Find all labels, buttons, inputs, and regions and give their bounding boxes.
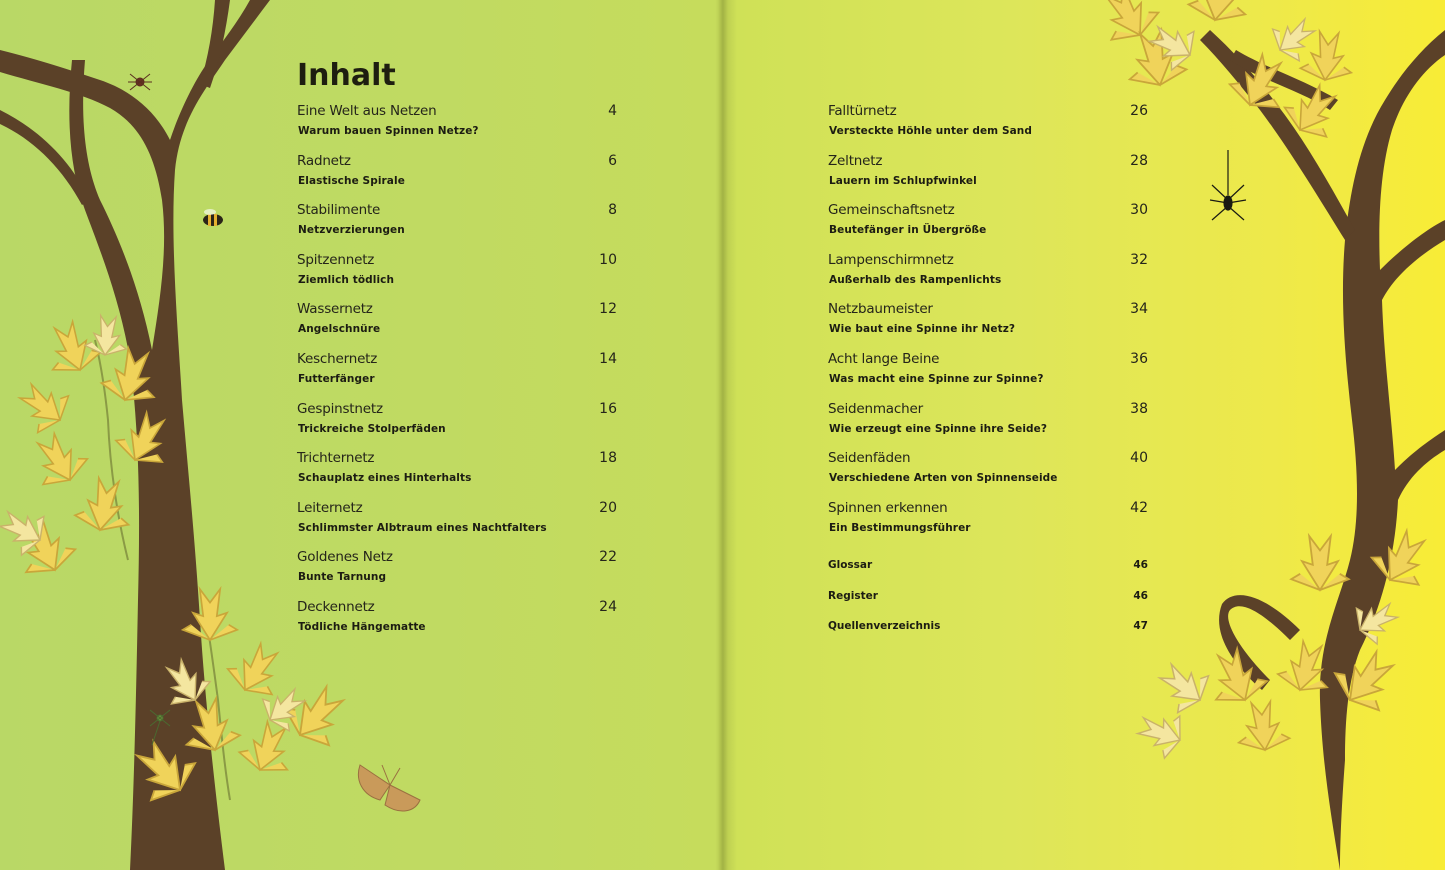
toc-entry[interactable] xyxy=(297,549,617,599)
toc-entry-subtitle: Elastische Spirale xyxy=(298,174,405,187)
toc-appendix-page-number: 46 xyxy=(1133,590,1148,602)
toc-entry-page-number: 36 xyxy=(1130,350,1148,367)
page-title: Inhalt xyxy=(297,58,396,93)
toc-entry[interactable] xyxy=(828,401,1148,451)
toc-entry-subtitle: Wie baut eine Spinne ihr Netz? xyxy=(829,323,1016,336)
toc-entry[interactable] xyxy=(828,103,1148,153)
toc-appendix-title: Quellenverzeichnis xyxy=(828,620,941,632)
spider-hanging xyxy=(1210,150,1246,220)
toc-entry-title: Eine Welt aus Netzen xyxy=(297,103,437,119)
toc-entry-page-number: 38 xyxy=(1130,400,1148,417)
toc-entry-page-number: 22 xyxy=(599,549,617,566)
toc-appendix-page-number: 46 xyxy=(1133,559,1148,571)
toc-entry-page-number: 6 xyxy=(608,152,617,169)
toc-entry[interactable] xyxy=(828,153,1148,203)
toc-entry-subtitle: Futterfänger xyxy=(298,372,375,385)
spider-small-left xyxy=(128,74,152,90)
toc-entry[interactable] xyxy=(828,252,1148,302)
toc-entry-subtitle: Tödliche Hängematte xyxy=(298,620,426,633)
toc-entry-title: Netzbaumeister xyxy=(828,301,933,318)
toc-entry-title: Seidenfäden xyxy=(828,450,911,467)
toc-entry-title: Zeltnetz xyxy=(828,152,883,169)
toc-entry-subtitle: Ein Bestimmungsführer xyxy=(829,521,971,534)
toc-entry-title: Goldenes Netz xyxy=(297,549,393,566)
toc-entry-page-number: 16 xyxy=(599,400,617,417)
toc-entry-page-number: 20 xyxy=(599,499,617,516)
toc-entry-title: Lampenschirmnetz xyxy=(828,251,954,268)
toc-entry[interactable] xyxy=(297,401,617,451)
toc-entry[interactable] xyxy=(828,500,1148,550)
right-tree xyxy=(1200,30,1445,870)
toc-entry-title: Trichternetz xyxy=(297,450,375,467)
toc-entry-title: Keschernetz xyxy=(297,350,378,367)
toc-entry-subtitle: Lauern im Schlupfwinkel xyxy=(829,174,977,187)
toc-entry-page-number: 32 xyxy=(1130,251,1148,268)
toc-entry[interactable] xyxy=(297,202,617,252)
toc-entry-title: Spinnen erkennen xyxy=(828,499,948,516)
toc-entry[interactable] xyxy=(297,599,617,649)
toc-entry-subtitle: Außerhalb des Rampenlichts xyxy=(829,273,1002,286)
toc-entry-title: Radnetz xyxy=(297,152,351,169)
toc-entry-subtitle: Trickreiche Stolperfäden xyxy=(298,422,446,435)
toc-entry-page-number: 4 xyxy=(608,103,617,119)
toc-appendix-entry[interactable] xyxy=(828,559,1148,577)
toc-entry[interactable] xyxy=(297,450,617,500)
toc-entry[interactable] xyxy=(828,202,1148,252)
toc-left-column xyxy=(297,103,617,649)
toc-entry-page-number: 42 xyxy=(1130,499,1148,516)
toc-entry-subtitle: Warum bauen Spinnen Netze? xyxy=(298,125,479,137)
toc-entry[interactable] xyxy=(297,103,617,153)
toc-entry-subtitle: Ziemlich tödlich xyxy=(298,273,395,286)
toc-right-column xyxy=(828,103,1148,549)
toc-entry-title: Spitzennetz xyxy=(297,251,375,268)
toc-entry-title: Gemeinschaftsnetz xyxy=(828,202,955,219)
toc-entry-title: Leiternetz xyxy=(297,499,363,516)
toc-entry-page-number: 26 xyxy=(1130,103,1148,119)
toc-appendix-entry[interactable] xyxy=(828,620,1148,638)
toc-entry-subtitle: Schlimmster Albtraum eines Nachtfalters xyxy=(298,521,547,534)
toc-entry[interactable] xyxy=(828,450,1148,500)
toc-entry-subtitle: Wie erzeugt eine Spinne ihre Seide? xyxy=(829,422,1048,435)
toc-entry-title: Deckennetz xyxy=(297,598,375,615)
toc-appendix-title: Glossar xyxy=(828,559,873,571)
toc-entry-page-number: 30 xyxy=(1130,202,1148,219)
toc-entry-title: Acht lange Beine xyxy=(828,350,940,367)
toc-entry-subtitle: Verschiedene Arten von Spinnenseide xyxy=(829,472,1058,485)
toc-entry-page-number: 40 xyxy=(1130,450,1148,467)
toc-entry-subtitle: Angelschnüre xyxy=(298,323,381,336)
toc-entry-subtitle: Netzverzierungen xyxy=(298,224,405,237)
toc-entry-page-number: 10 xyxy=(599,251,617,268)
toc-entry-subtitle: Schauplatz eines Hinterhalts xyxy=(298,472,472,485)
toc-entry-page-number: 28 xyxy=(1130,152,1148,169)
toc-entry-subtitle: Beutefänger in Übergröße xyxy=(829,224,987,237)
toc-entry-page-number: 8 xyxy=(608,202,617,219)
moth xyxy=(358,765,420,811)
toc-entry-title: Stabilimente xyxy=(297,202,381,219)
toc-entry-subtitle: Was macht eine Spinne zur Spinne? xyxy=(829,372,1044,385)
toc-entry[interactable] xyxy=(297,500,617,550)
toc-entry[interactable] xyxy=(297,351,617,401)
bee xyxy=(203,209,223,226)
toc-entry[interactable] xyxy=(828,351,1148,401)
toc-entry[interactable] xyxy=(828,301,1148,351)
toc-entry-page-number: 14 xyxy=(599,350,617,367)
toc-entry-page-number: 34 xyxy=(1130,301,1148,318)
toc-entry-title: Gespinstnetz xyxy=(297,400,383,417)
toc-appendix-entry[interactable] xyxy=(828,590,1148,608)
toc-entry[interactable] xyxy=(297,153,617,203)
toc-entry-page-number: 18 xyxy=(599,450,617,467)
toc-entry-title: Falltürnetz xyxy=(828,103,897,119)
toc-entry[interactable] xyxy=(297,252,617,302)
toc-entry-subtitle: Versteckte Höhle unter dem Sand xyxy=(829,125,1032,137)
toc-appendix-page-number: 47 xyxy=(1133,620,1148,632)
toc-entry-subtitle: Bunte Tarnung xyxy=(298,571,387,584)
toc-entry-title: Seidenmacher xyxy=(828,400,923,417)
toc-entry-page-number: 24 xyxy=(599,598,617,615)
toc-appendix-title: Register xyxy=(828,590,878,602)
toc-entry-page-number: 12 xyxy=(599,301,617,318)
toc-entry[interactable] xyxy=(297,301,617,351)
toc-entry-title: Wassernetz xyxy=(297,301,373,318)
